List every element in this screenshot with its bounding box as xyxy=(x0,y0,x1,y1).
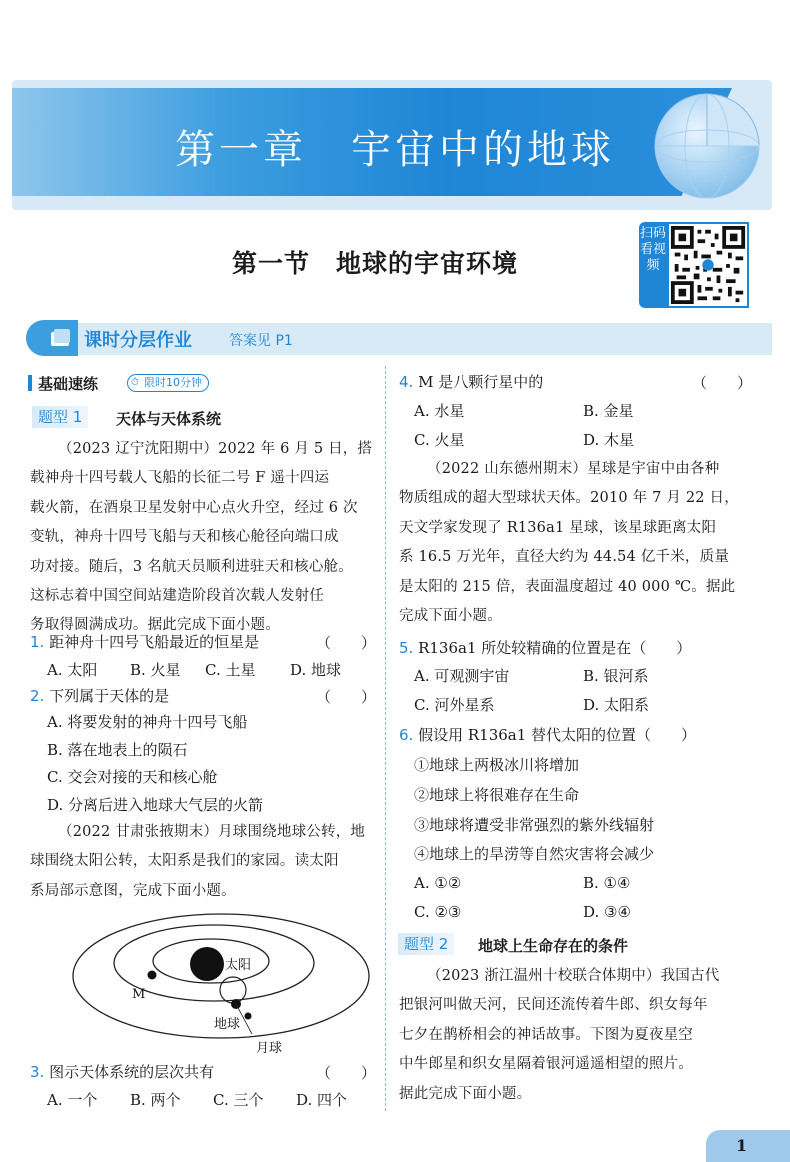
passage-line: 载火箭，在酒泉卫星发射中心点火升空，经过 6 次 xyxy=(30,499,358,516)
question-3 xyxy=(30,1062,214,1082)
option-a[interactable]: A. 水星 xyxy=(414,402,465,420)
question-stem: R136a1 所处较精确的位置是在（ ） xyxy=(418,639,692,657)
passage-line: 系局部示意图，完成下面小题。 xyxy=(30,882,236,899)
passage-line: 务取得圆满成功。据此完成下面小题。 xyxy=(30,617,280,634)
qr-label-line: 扫码 xyxy=(639,226,666,241)
option-a[interactable]: A. 太阳 xyxy=(47,661,98,679)
qr-label-line: 看视 xyxy=(639,242,666,257)
option-d[interactable]: D. 四个 xyxy=(296,1091,348,1109)
planet-m-label: M xyxy=(132,987,146,1002)
passage-line: 功对接。随后，3 名航天员顺利进驻天和核心舱。 xyxy=(30,558,353,575)
section-title: 第一节 地球的宇宙环境 xyxy=(232,249,519,278)
earth-label: 地球 xyxy=(214,1017,241,1032)
question-stem: 假设用 R136a1 替代太阳的位置（ ） xyxy=(418,726,697,744)
question-stem: 下列属于天体的是 xyxy=(49,687,170,705)
passage-1 xyxy=(30,435,372,641)
option-d[interactable]: D. 木星 xyxy=(583,431,635,449)
qr-label-line: 频 xyxy=(646,258,660,273)
option-c[interactable]: C. 火星 xyxy=(414,431,465,449)
passage-4 xyxy=(399,962,719,1109)
passage-line: 把银河叫做天河，民间还流传着牛郎、织女每年 xyxy=(399,997,708,1014)
answer-paren: （ ） xyxy=(316,688,377,706)
passage-line: 中牛郎星和织女星隔着银河遥遥相望的照片。 xyxy=(399,1056,693,1073)
passage-line: 系 16.5 万光年，直径大约为 44.54 亿千米，质量 xyxy=(399,549,730,566)
question-number: 6. xyxy=(399,726,414,744)
option-c[interactable]: C. 三个 xyxy=(213,1091,264,1109)
globe-icon xyxy=(652,80,762,210)
question-2 xyxy=(30,686,169,706)
question-number: 3. xyxy=(30,1063,45,1081)
qr-label xyxy=(639,222,667,308)
answer-paren: （ ） xyxy=(316,1064,377,1082)
statement-3: ③地球将遭受非常强烈的紫外线辐射 xyxy=(414,816,655,834)
passage-line: 球围绕太阳公转，太阳系是我们的家园。读太阳 xyxy=(30,853,339,870)
answer-reference: 答案见 P1 xyxy=(229,333,293,349)
passage-line: （2022 甘肃张掖期末）月球围绕地球公转，地 xyxy=(58,824,366,840)
question-stem: 距神舟十四号飞船最近的恒星是 xyxy=(49,633,260,651)
question-stem: 图示天体系统的层次共有 xyxy=(49,1063,215,1081)
option-a[interactable]: A. 可观测宇宙 xyxy=(414,667,510,685)
option-d[interactable]: D. 太阳系 xyxy=(583,696,650,714)
passage-line: （2023 辽宁沈阳期中）2022 年 6 月 5 日，搭 xyxy=(58,441,373,457)
passage-line: 天文学家发现了 R136a1 星球，该星球距离太阳 xyxy=(399,519,717,536)
statement-2: ②地球上将很难存在生命 xyxy=(414,786,580,804)
option-b[interactable]: B. 两个 xyxy=(130,1091,181,1109)
passage-line: （2022 山东德州期末）星球是宇宙中由各种 xyxy=(427,461,720,477)
question-number: 4. xyxy=(399,373,414,391)
question-number: 5. xyxy=(399,639,414,657)
passage-3 xyxy=(399,455,739,631)
moon-label: 月球 xyxy=(256,1041,283,1056)
question-stem: M 是八颗行星中的 xyxy=(418,373,544,391)
option-c[interactable]: C. 交会对接的天和核心舱 xyxy=(47,768,218,786)
option-b[interactable]: B. 金星 xyxy=(583,402,634,420)
option-c[interactable]: C. 土星 xyxy=(205,661,256,679)
passage-line: 完成下面小题。 xyxy=(399,608,502,625)
solar-system-diagram xyxy=(66,908,376,1058)
basic-practice-label: 基础速练 xyxy=(38,375,99,393)
option-c[interactable]: C. ②③ xyxy=(414,903,462,921)
option-d[interactable]: D. 分离后进入地球大气层的火箭 xyxy=(47,796,264,814)
option-c[interactable]: C. 河外星系 xyxy=(414,696,495,714)
option-a[interactable]: A. 将要发射的神舟十四号飞船 xyxy=(47,713,248,731)
sun xyxy=(190,947,224,981)
sun-label: 太阳 xyxy=(225,958,252,973)
option-b[interactable]: B. 落在地表上的陨石 xyxy=(47,741,188,759)
passage-line: 这标志着中国空间站建造阶段首次载人发射任 xyxy=(30,588,324,605)
passage-line: 七夕在鹊桥相会的神话故事。下图为夏夜星空 xyxy=(399,1026,693,1043)
question-type-badge: 题型 2 xyxy=(398,933,454,955)
planet-m xyxy=(148,971,157,980)
column-divider xyxy=(385,366,386,1111)
answer-paren: （ ） xyxy=(692,374,753,392)
option-b[interactable]: B. 银河系 xyxy=(583,667,649,685)
question-type-badge: 题型 1 xyxy=(32,406,88,428)
question-4 xyxy=(399,372,543,392)
passage-2 xyxy=(30,818,365,906)
statement-4: ④地球上的旱涝等自然灾害将会减少 xyxy=(414,845,655,863)
option-d[interactable]: D. ③④ xyxy=(583,903,631,921)
page-number: 1 xyxy=(706,1130,790,1162)
option-a[interactable]: A. 一个 xyxy=(47,1091,98,1109)
qr-code[interactable] xyxy=(667,222,749,308)
question-5 xyxy=(399,638,691,658)
question-6 xyxy=(399,725,696,745)
statement-1: ①地球上两极冰川将增加 xyxy=(414,756,580,774)
homework-title: 课时分层作业 xyxy=(84,330,192,351)
passage-line: （2023 浙江温州十校联合体期中）我国古代 xyxy=(427,968,720,984)
chapter-title: 第一章 宇宙中的地球 xyxy=(175,127,615,173)
question-number: 1. xyxy=(30,633,45,651)
question-type-name: 天体与天体系统 xyxy=(116,410,222,428)
passage-line: 据此完成下面小题。 xyxy=(399,1085,532,1102)
time-limit-badge: ⏱ 限时10分钟 xyxy=(127,374,209,392)
basic-section-bar xyxy=(28,375,32,391)
question-type-name: 地球上生命存在的条件 xyxy=(478,937,629,955)
answer-paren: （ ） xyxy=(316,634,377,652)
option-a[interactable]: A. ①② xyxy=(414,874,462,892)
option-b[interactable]: B. 火星 xyxy=(130,661,181,679)
question-number: 2. xyxy=(30,687,45,705)
passage-line: 变轨，神舟十四号飞船与天和核心舱径向端口成 xyxy=(30,529,339,546)
option-b[interactable]: B. ①④ xyxy=(583,874,631,892)
passage-line: 物质组成的超大型球状天体。2010 年 7 月 22 日， xyxy=(399,490,739,507)
question-1 xyxy=(30,632,259,652)
passage-line: 载神舟十四号载人飞船的长征二号 F 遥十四运 xyxy=(30,470,330,487)
passage-line: 是太阳的 215 倍，表面温度超过 40 000 ℃。据此 xyxy=(399,578,736,595)
option-d[interactable]: D. 地球 xyxy=(290,661,342,679)
moon xyxy=(245,1013,252,1020)
book-icon xyxy=(48,326,74,352)
